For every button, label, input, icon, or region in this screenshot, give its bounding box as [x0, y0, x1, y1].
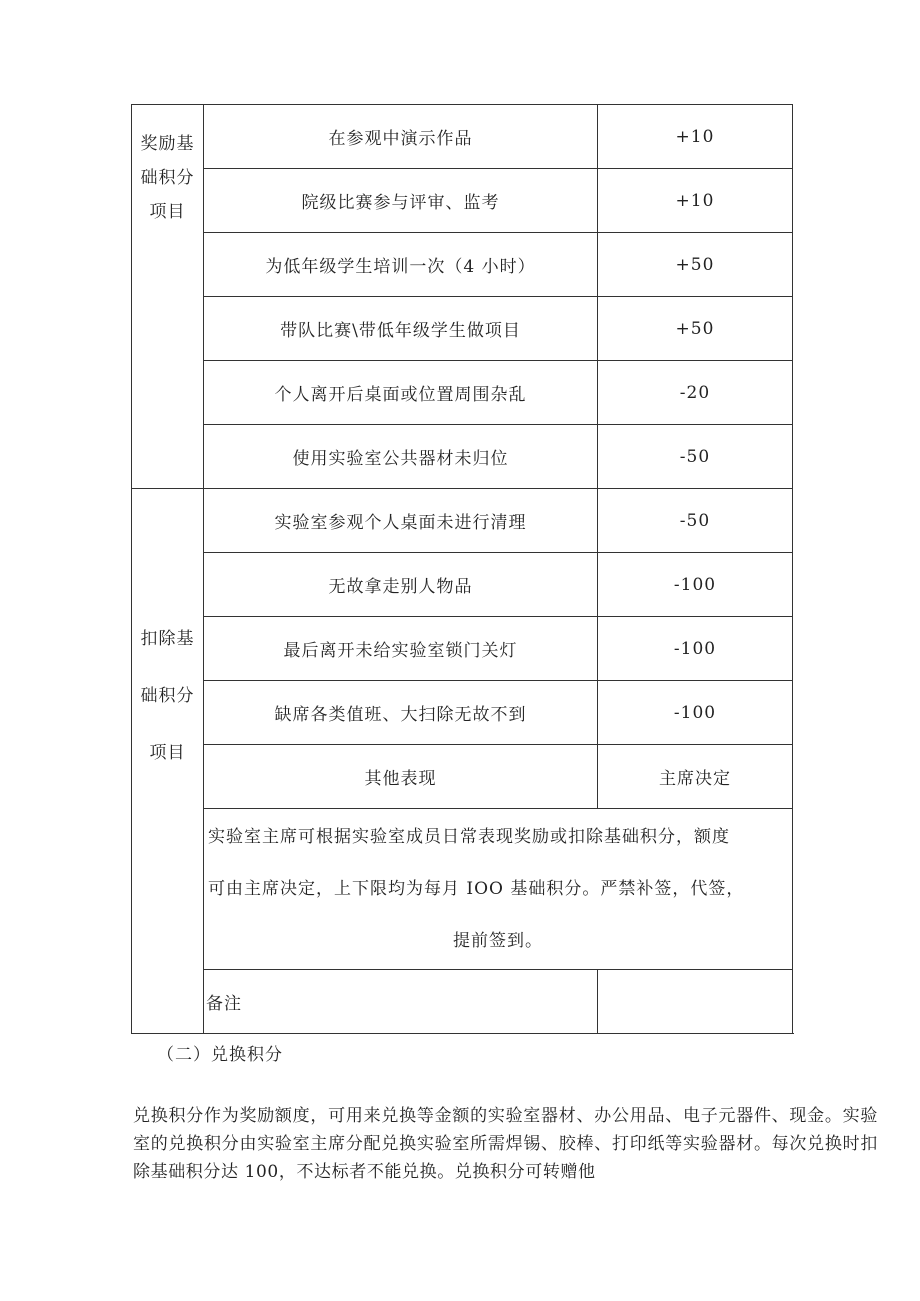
table-row	[132, 361, 793, 425]
points-cell: 主席决定	[598, 745, 793, 809]
table-row	[132, 489, 793, 553]
points-cell: -50	[598, 489, 793, 553]
table-row	[132, 105, 793, 169]
table-row	[132, 617, 793, 681]
points-cell: -100	[598, 681, 793, 745]
table-row	[132, 169, 793, 233]
remark-row	[132, 970, 793, 1034]
reward-category-cell	[132, 105, 204, 489]
item-cell: 缺席各类值班、大扫除无故不到	[204, 681, 598, 745]
note-line: 可由主席决定，上下限均为每月 IOO 基础积分。严禁补签，代签，	[208, 879, 745, 899]
item-cell: 其他表现	[204, 745, 598, 809]
table-row	[132, 553, 793, 617]
note-cell	[204, 809, 793, 970]
points-table	[131, 104, 793, 1034]
points-cell: +10	[598, 105, 793, 169]
item-cell: 使用实验室公共器材未归位	[204, 425, 598, 489]
item-cell: 实验室参观个人桌面未进行清理	[204, 489, 598, 553]
item-cell: 院级比赛参与评审、监考	[204, 169, 598, 233]
remark-value	[598, 970, 793, 1034]
item-cell: 带队比赛\带低年级学生做项目	[204, 297, 598, 361]
item-cell: 无故拿走别人物品	[204, 553, 598, 617]
item-cell: 为低年级学生培训一次（4 小时）	[204, 233, 598, 297]
remark-label: 备注	[204, 970, 598, 1034]
points-cell: +50	[598, 233, 793, 297]
table-row	[132, 681, 793, 745]
item-cell: 在参观中演示作品	[204, 105, 598, 169]
deduct-category-label: 扣除基础积分项目	[140, 628, 195, 763]
reward-category-label: 奖励基础积分项目	[140, 134, 195, 222]
deduct-category-cell	[132, 489, 204, 1034]
points-cell: -100	[598, 553, 793, 617]
points-cell: -100	[598, 617, 793, 681]
note-line: 实验室主席可根据实验室成员日常表现奖励或扣除基础积分，额度	[208, 827, 730, 847]
table-row	[132, 297, 793, 361]
note-line: 提前签到。	[453, 931, 543, 951]
item-cell: 个人离开后桌面或位置周围杂乱	[204, 361, 598, 425]
body-paragraph: 兑换积分作为奖励额度，可用来兑换等金额的实验室器材、办公用品、电子元器件、现金。实验室的兑换积分由实验室主席分配兑换实验室所需焊锡、胶棒、打印纸等实验器材。每次兑换时扣除基础积分达 100，不达标者不能兑换。兑换积分可转赠他	[133, 1106, 878, 1182]
points-cell: -50	[598, 425, 793, 489]
item-cell: 最后离开未给实验室锁门关灯	[204, 617, 598, 681]
table-row	[132, 745, 793, 809]
points-cell: +10	[598, 169, 793, 233]
table-row	[132, 233, 793, 297]
points-cell: +50	[598, 297, 793, 361]
points-cell: -20	[598, 361, 793, 425]
section-heading: （二）兑换积分	[157, 1045, 283, 1065]
table-row	[132, 425, 793, 489]
note-row	[132, 809, 793, 970]
